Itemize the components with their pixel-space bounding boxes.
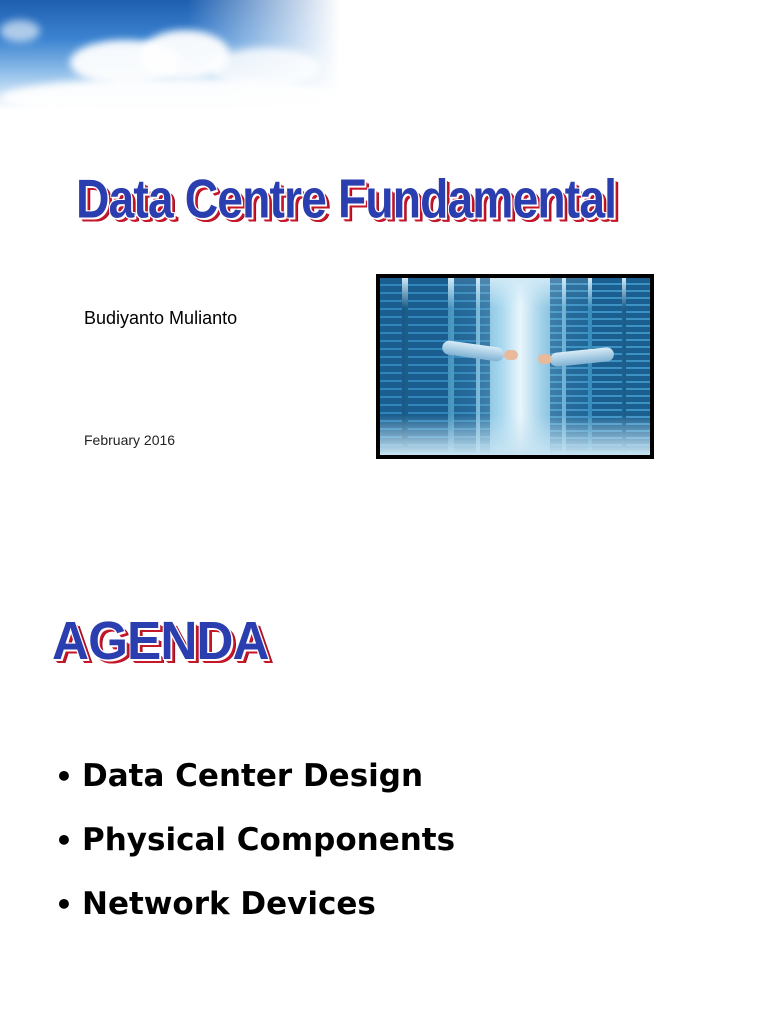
agenda-item-label: Network Devices: [82, 886, 376, 922]
agenda-item: [55, 876, 455, 940]
presentation-title: Data Centre Fundamental: [76, 169, 617, 230]
agenda-list: [55, 748, 455, 940]
bullet-icon: •: [55, 824, 73, 857]
sky-clouds-header: [0, 0, 340, 110]
agenda-item-label: Data Center Design: [82, 758, 424, 794]
agenda-title: AGENDA: [52, 611, 269, 671]
agenda-item: [55, 812, 455, 876]
bullet-icon: •: [55, 760, 73, 793]
presentation-date: February 2016: [84, 432, 176, 448]
author-name: Budiyanto Mulianto: [84, 308, 238, 328]
bullet-icon: •: [55, 888, 73, 921]
agenda-item-label: Physical Components: [82, 822, 456, 858]
data-centre-photo: [376, 274, 654, 459]
agenda-item: [55, 748, 455, 812]
